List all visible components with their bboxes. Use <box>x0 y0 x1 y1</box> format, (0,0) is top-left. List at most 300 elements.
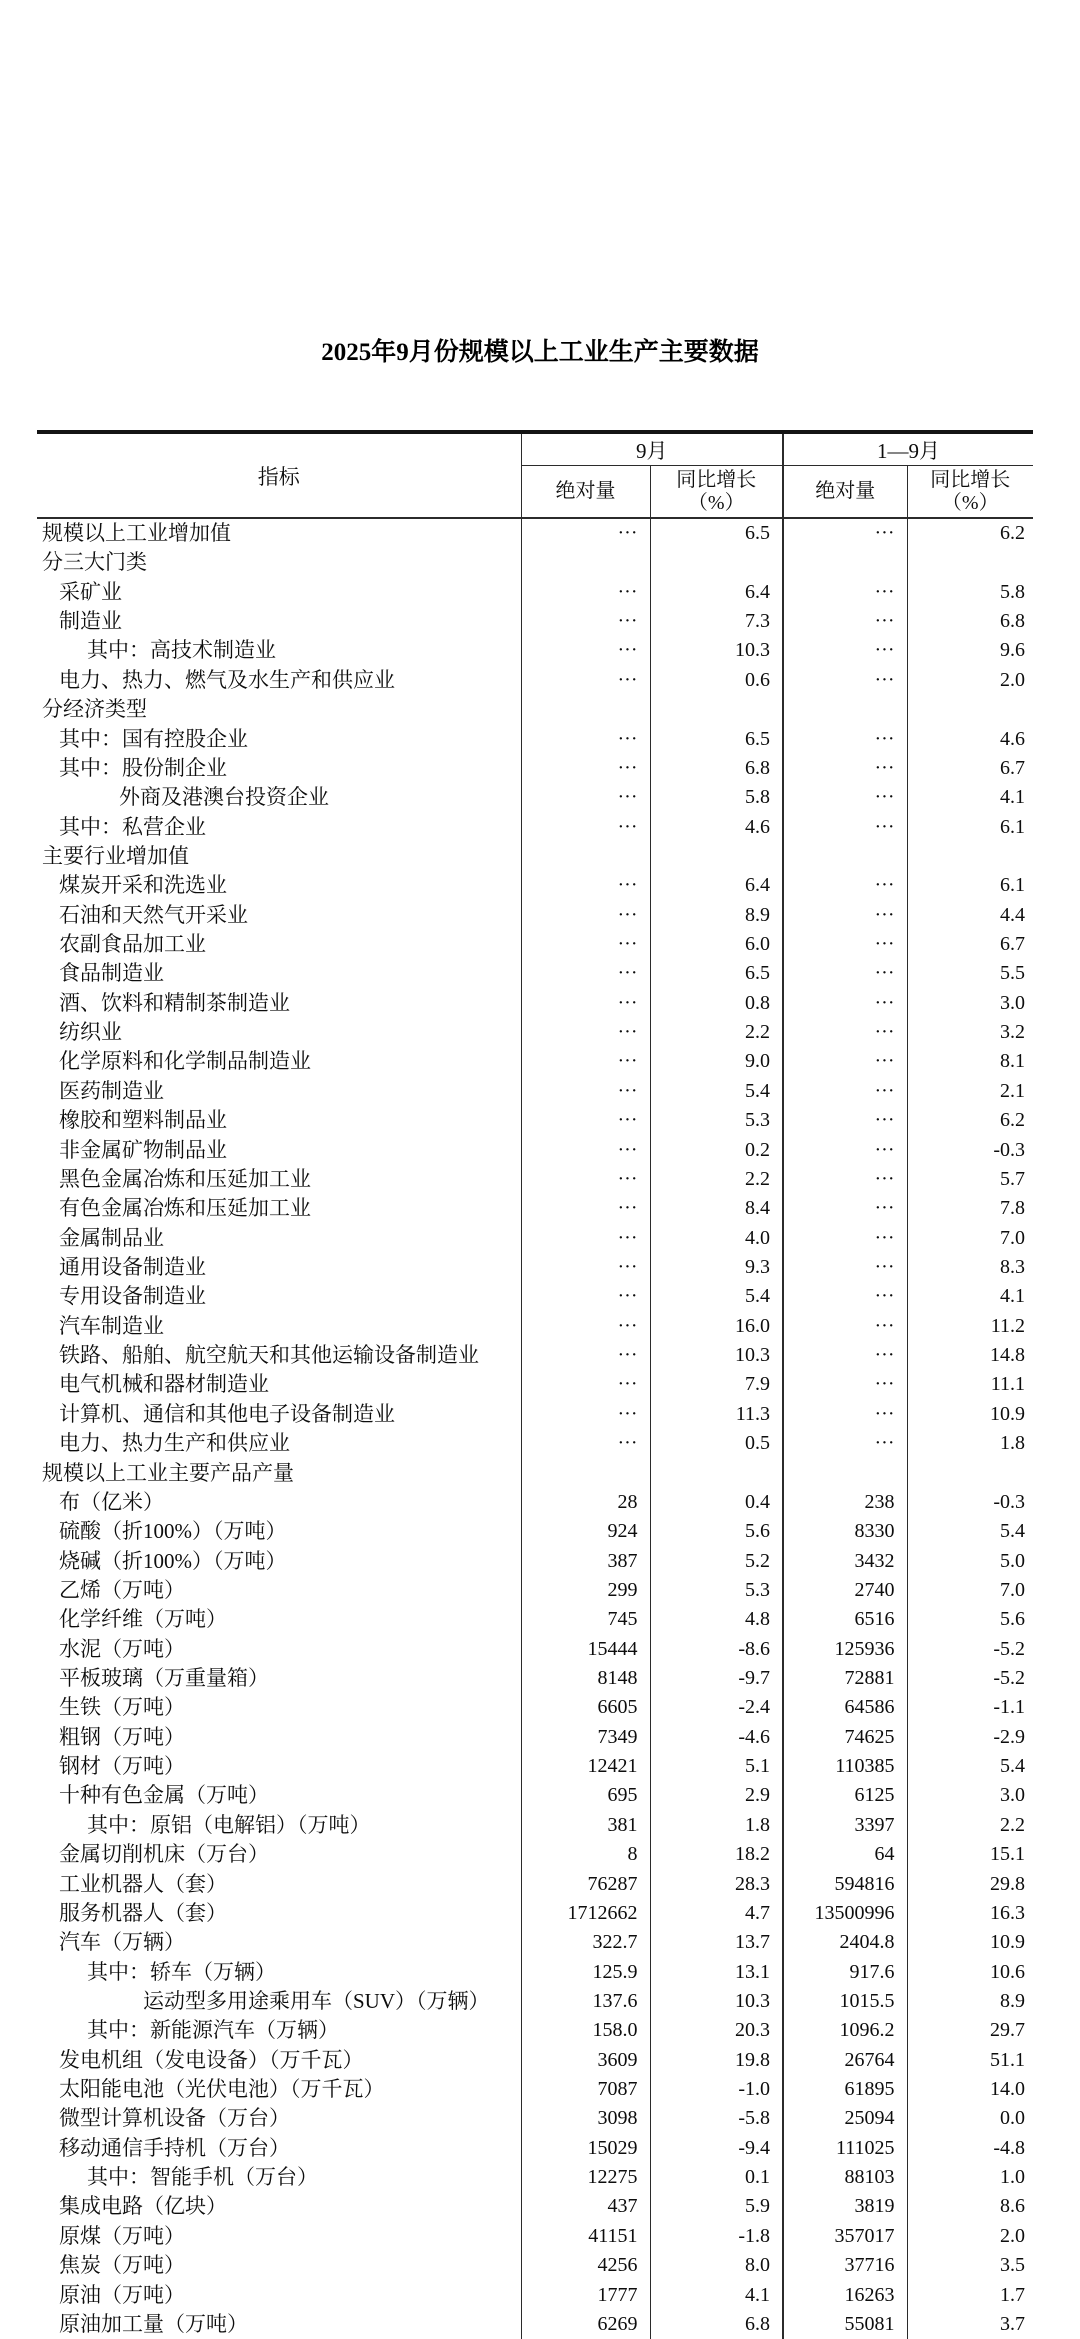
ytd-absolute-cell: ··· <box>783 1224 907 1253</box>
table-row <box>37 1870 1033 1899</box>
month-yoy-cell: 5.3 <box>650 1576 783 1605</box>
month-yoy-cell: 1.8 <box>650 1811 783 1840</box>
month-yoy-cell <box>650 1459 783 1488</box>
month-absolute-cell: 7087 <box>521 2075 650 2104</box>
month-yoy-cell: 7.9 <box>650 1370 783 1399</box>
ytd-yoy-cell: 15.1 <box>990 1843 1025 1866</box>
month-absolute-cell: 1712662 <box>521 1899 650 1928</box>
ytd-yoy-cell: 2.2 <box>1000 1813 1025 1836</box>
month-yoy-cell: 19.8 <box>650 2046 783 2075</box>
table-row <box>37 1370 1033 1399</box>
table-row <box>37 1253 1033 1282</box>
ytd-absolute-cell: ··· <box>783 666 907 695</box>
month-yoy-cell: 9.3 <box>650 1253 783 1282</box>
header-month-group: 9月 <box>521 432 783 466</box>
ytd-yoy-cell <box>907 1459 1033 1488</box>
month-absolute-cell: 437 <box>521 2192 650 2221</box>
ytd-yoy-cell: -5.2 <box>993 1667 1025 1690</box>
month-absolute-cell: ··· <box>521 1047 650 1076</box>
month-absolute-cell: 12421 <box>521 1752 650 1781</box>
month-absolute-cell: ··· <box>521 1429 650 1458</box>
table-row <box>37 1429 1033 1458</box>
ytd-absolute-cell: 125936 <box>783 1635 907 1664</box>
indicator-cell: 原油加工量（万吨） <box>37 2310 521 2339</box>
table-row <box>37 1047 1033 1076</box>
ytd-absolute-cell: 72881 <box>783 1664 907 1693</box>
month-yoy-cell: 6.0 <box>650 930 783 959</box>
month-absolute-cell: 924 <box>521 1517 650 1546</box>
month-yoy-cell: -1.8 <box>650 2222 783 2251</box>
table-row <box>37 1928 1033 1957</box>
ytd-yoy-cell: 4.6 <box>1000 727 1025 750</box>
ytd-yoy-cell: 2.0 <box>1000 668 1025 691</box>
indicator-cell: 食品制造业 <box>37 959 521 988</box>
indicator-cell: 制造业 <box>37 607 521 636</box>
month-yoy-cell: 6.4 <box>650 578 783 607</box>
ytd-absolute-cell: 6125 <box>783 1781 907 1810</box>
month-absolute-cell: ··· <box>521 1282 650 1311</box>
ytd-yoy-cell: 4.4 <box>1000 903 1025 926</box>
ytd-absolute-cell: ··· <box>783 959 907 988</box>
month-absolute-cell: ··· <box>521 1312 650 1341</box>
month-absolute-cell: ··· <box>521 813 650 842</box>
header-ytd-yoy-line2: （%） <box>941 491 999 514</box>
indicator-cell: 铁路、船舶、航空航天和其他运输设备制造业 <box>37 1341 521 1370</box>
ytd-yoy-cell: 8.3 <box>1000 1255 1025 1278</box>
indicator-cell: 计算机、通信和其他电子设备制造业 <box>37 1400 521 1429</box>
table-row <box>37 1547 1033 1576</box>
table-row <box>37 2016 1033 2045</box>
ytd-absolute-cell: ··· <box>783 1194 907 1223</box>
header-month-yoy-line1: 同比增长 <box>676 468 757 491</box>
ytd-yoy-cell: -0.3 <box>993 1138 1025 1161</box>
table-row <box>37 1488 1033 1517</box>
ytd-yoy-cell: 7.8 <box>1000 1197 1025 1220</box>
indicator-cell: 橡胶和塑料制品业 <box>37 1106 521 1135</box>
ytd-yoy-cell: 6.2 <box>1000 1109 1025 1132</box>
table-row <box>37 2281 1033 2310</box>
month-yoy-cell: 11.3 <box>650 1400 783 1429</box>
page-title: 2025年9月份规模以上工业生产主要数据 <box>321 339 759 366</box>
ytd-absolute-cell: 13500996 <box>783 1899 907 1928</box>
month-absolute-cell: ··· <box>521 1400 650 1429</box>
ytd-absolute-cell: ··· <box>783 1370 907 1399</box>
ytd-absolute-cell: 64586 <box>783 1693 907 1722</box>
ytd-yoy-cell: 8.9 <box>1000 1989 1025 2012</box>
table-row <box>37 725 1033 754</box>
table-row <box>37 871 1033 900</box>
month-absolute-cell: ··· <box>521 518 650 548</box>
ytd-absolute-cell: 2740 <box>783 1576 907 1605</box>
table-row <box>37 1664 1033 1693</box>
table-row <box>37 842 1033 871</box>
ytd-yoy-cell: 5.7 <box>1000 1167 1025 1190</box>
ytd-absolute-cell: 594816 <box>783 1870 907 1899</box>
month-absolute-cell: ··· <box>521 1165 650 1194</box>
ytd-absolute-cell: ··· <box>783 607 907 636</box>
month-yoy-cell: 6.8 <box>650 2310 783 2339</box>
ytd-absolute-cell: ··· <box>783 930 907 959</box>
month-absolute-cell: ··· <box>521 1194 650 1223</box>
month-absolute-cell: 695 <box>521 1781 650 1810</box>
month-absolute-cell: ··· <box>521 1370 650 1399</box>
month-absolute-cell: 137.6 <box>521 1987 650 2016</box>
ytd-absolute-cell: 3432 <box>783 1547 907 1576</box>
indicator-cell: 纺织业 <box>37 1018 521 1047</box>
indicator-cell: 移动通信手持机（万台） <box>37 2134 521 2163</box>
table-row <box>37 1987 1033 2016</box>
month-absolute-cell: 3098 <box>521 2104 650 2133</box>
month-yoy-cell: -1.0 <box>650 2075 783 2104</box>
table-row <box>37 1400 1033 1429</box>
ytd-absolute-cell: 1096.2 <box>783 2016 907 2045</box>
month-yoy-cell: 5.1 <box>650 1752 783 1781</box>
month-yoy-cell: 6.8 <box>650 754 783 783</box>
month-yoy-cell: -9.4 <box>650 2134 783 2163</box>
table-row <box>37 1459 1033 1488</box>
month-yoy-cell: 2.2 <box>650 1018 783 1047</box>
ytd-absolute-cell: 2404.8 <box>783 1928 907 1957</box>
indicator-cell: 其中：轿车（万辆） <box>37 1958 521 1987</box>
header-month-yoy-line2: （%） <box>687 491 745 514</box>
ytd-absolute-cell: ··· <box>783 518 907 548</box>
month-absolute-cell: 8 <box>521 1840 650 1869</box>
ytd-absolute-cell: ··· <box>783 1429 907 1458</box>
month-yoy-cell: 5.9 <box>650 2192 783 2221</box>
month-absolute-cell: ··· <box>521 1077 650 1106</box>
ytd-yoy-cell: 3.0 <box>1000 991 1025 1014</box>
indicator-cell: 汽车制造业 <box>37 1312 521 1341</box>
indicator-cell: 其中：高技术制造业 <box>37 636 521 665</box>
month-yoy-cell: 0.8 <box>650 989 783 1018</box>
month-absolute-cell: ··· <box>521 1253 650 1282</box>
ytd-absolute-cell: 25094 <box>783 2104 907 2133</box>
month-absolute-cell: ··· <box>521 578 650 607</box>
table-row <box>37 636 1033 665</box>
indicator-cell: 布（亿米） <box>37 1488 521 1517</box>
month-absolute-cell: 4256 <box>521 2251 650 2280</box>
table-row <box>37 1517 1033 1546</box>
ytd-absolute-cell: 64 <box>783 1840 907 1869</box>
month-yoy-cell: 0.2 <box>650 1136 783 1165</box>
indicator-cell: 金属制品业 <box>37 1224 521 1253</box>
table-row <box>37 1723 1033 1752</box>
ytd-absolute-cell: 55081 <box>783 2310 907 2339</box>
ytd-absolute-cell: ··· <box>783 901 907 930</box>
indicator-cell: 水泥（万吨） <box>37 1635 521 1664</box>
month-yoy-cell: 0.4 <box>650 1488 783 1517</box>
month-yoy-cell: 2.2 <box>650 1165 783 1194</box>
ytd-yoy-cell: -5.2 <box>993 1637 1025 1660</box>
indicator-cell: 采矿业 <box>37 578 521 607</box>
indicator-cell: 其中：国有控股企业 <box>37 725 521 754</box>
indicator-cell: 汽车（万辆） <box>37 1928 521 1957</box>
table-body <box>37 518 1033 2339</box>
ytd-yoy-cell: 16.3 <box>990 1901 1025 1924</box>
ytd-yoy-cell: 6.8 <box>1000 610 1025 633</box>
indicator-cell: 医药制造业 <box>37 1077 521 1106</box>
table-row <box>37 1312 1033 1341</box>
ytd-yoy-cell <box>907 695 1033 724</box>
month-yoy-cell: 0.1 <box>650 2163 783 2192</box>
month-absolute-cell: 1777 <box>521 2281 650 2310</box>
ytd-yoy-cell: 7.0 <box>1000 1578 1025 1601</box>
month-yoy-cell: 4.8 <box>650 1605 783 1634</box>
ytd-absolute-cell: 3397 <box>783 1811 907 1840</box>
month-yoy-cell: 5.2 <box>650 1547 783 1576</box>
ytd-absolute-cell: ··· <box>783 1136 907 1165</box>
statistics-table <box>37 430 1033 2339</box>
month-yoy-cell: 4.6 <box>650 813 783 842</box>
month-absolute-cell: ··· <box>521 666 650 695</box>
ytd-yoy-cell: 4.1 <box>1000 1285 1025 1308</box>
indicator-cell: 乙烯（万吨） <box>37 1576 521 1605</box>
month-yoy-cell: 5.6 <box>650 1517 783 1546</box>
table-row <box>37 1752 1033 1781</box>
ytd-absolute-cell: 16263 <box>783 2281 907 2310</box>
indicator-cell: 硫酸（折100%）（万吨） <box>37 1517 521 1546</box>
indicator-cell: 石油和天然气开采业 <box>37 901 521 930</box>
ytd-yoy-cell: -2.9 <box>993 1725 1025 1748</box>
ytd-absolute-cell: 88103 <box>783 2163 907 2192</box>
table-row <box>37 1635 1033 1664</box>
indicator-cell: 工业机器人（套） <box>37 1870 521 1899</box>
month-yoy-cell: 7.3 <box>650 607 783 636</box>
month-yoy-cell: 4.0 <box>650 1224 783 1253</box>
table-row <box>37 1224 1033 1253</box>
table-row <box>37 695 1033 724</box>
ytd-yoy-cell: 1.8 <box>1000 1432 1025 1455</box>
header-month-absolute: 绝对量 <box>521 466 650 519</box>
ytd-absolute-cell: 3819 <box>783 2192 907 2221</box>
ytd-absolute-cell: ··· <box>783 754 907 783</box>
month-yoy-cell: 18.2 <box>650 1840 783 1869</box>
indicator-cell: 其中：智能手机（万台） <box>37 2163 521 2192</box>
month-yoy-cell: 16.0 <box>650 1312 783 1341</box>
month-yoy-cell: 6.5 <box>650 959 783 988</box>
month-yoy-cell: 8.9 <box>650 901 783 930</box>
ytd-yoy-cell: 7.0 <box>1000 1226 1025 1249</box>
ytd-yoy-cell: 10.6 <box>990 1960 1025 1983</box>
indicator-cell: 分三大门类 <box>37 548 521 577</box>
table-row <box>37 1282 1033 1311</box>
table-row <box>37 1899 1033 1928</box>
table-row <box>37 1194 1033 1223</box>
ytd-yoy-cell: 29.8 <box>990 1872 1025 1895</box>
month-yoy-cell: 5.8 <box>650 783 783 812</box>
ytd-absolute-cell: ··· <box>783 1047 907 1076</box>
table-row <box>37 1958 1033 1987</box>
ytd-yoy-cell: 0.0 <box>1000 2107 1025 2130</box>
ytd-absolute-cell: 61895 <box>783 2075 907 2104</box>
indicator-cell: 主要行业增加值 <box>37 842 521 871</box>
month-absolute-cell: 12275 <box>521 2163 650 2192</box>
month-absolute-cell: ··· <box>521 607 650 636</box>
indicator-cell: 微型计算机设备（万台） <box>37 2104 521 2133</box>
ytd-yoy-cell: 1.7 <box>1000 2283 1025 2306</box>
month-yoy-cell: -8.6 <box>650 1635 783 1664</box>
indicator-cell: 酒、饮料和精制茶制造业 <box>37 989 521 1018</box>
month-yoy-cell: -2.4 <box>650 1693 783 1722</box>
month-yoy-cell <box>650 695 783 724</box>
indicator-cell: 其中：原铝（电解铝）（万吨） <box>37 1811 521 1840</box>
indicator-cell: 生铁（万吨） <box>37 1693 521 1722</box>
indicator-cell: 其中：私营企业 <box>37 813 521 842</box>
table-row <box>37 578 1033 607</box>
indicator-cell: 分经济类型 <box>37 695 521 724</box>
header-month-yoy <box>650 466 783 519</box>
table-row <box>37 2104 1033 2133</box>
ytd-yoy-cell: 29.7 <box>990 2019 1025 2042</box>
ytd-absolute-cell: 1015.5 <box>783 1987 907 2016</box>
month-absolute-cell: ··· <box>521 959 650 988</box>
table-row <box>37 783 1033 812</box>
month-yoy-cell: 9.0 <box>650 1047 783 1076</box>
ytd-absolute-cell: ··· <box>783 1165 907 1194</box>
ytd-yoy-cell: 5.4 <box>1000 1520 1025 1543</box>
month-absolute-cell: ··· <box>521 754 650 783</box>
header-ytd-group: 1—9月 <box>783 432 1033 466</box>
ytd-absolute-cell: ··· <box>783 1077 907 1106</box>
header-ytd-yoy <box>907 466 1033 519</box>
month-yoy-cell: 6.5 <box>650 725 783 754</box>
month-yoy-cell: 28.3 <box>650 1870 783 1899</box>
month-yoy-cell <box>650 548 783 577</box>
ytd-absolute-cell: ··· <box>783 871 907 900</box>
month-yoy-cell: 20.3 <box>650 2016 783 2045</box>
month-absolute-cell: ··· <box>521 1136 650 1165</box>
month-absolute-cell: ··· <box>521 871 650 900</box>
month-absolute-cell: 158.0 <box>521 2016 650 2045</box>
indicator-cell: 外商及港澳台投资企业 <box>37 783 521 812</box>
indicator-cell: 专用设备制造业 <box>37 1282 521 1311</box>
ytd-yoy-cell: 10.9 <box>990 1402 1025 1425</box>
month-yoy-cell: 0.5 <box>650 1429 783 1458</box>
ytd-yoy-cell: 3.7 <box>1000 2312 1025 2335</box>
month-absolute-cell: ··· <box>521 1018 650 1047</box>
month-absolute-cell: 15444 <box>521 1635 650 1664</box>
ytd-yoy-cell: 11.1 <box>990 1373 1025 1396</box>
ytd-absolute-cell <box>783 695 907 724</box>
ytd-yoy-cell: 5.8 <box>1000 580 1025 603</box>
indicator-cell: 粗钢（万吨） <box>37 1723 521 1752</box>
ytd-yoy-cell: -4.8 <box>993 2136 1025 2159</box>
ytd-absolute-cell: 8330 <box>783 1517 907 1546</box>
table-row <box>37 1840 1033 1869</box>
month-yoy-cell: 5.3 <box>650 1106 783 1135</box>
table-row <box>37 1605 1033 1634</box>
ytd-absolute-cell: ··· <box>783 1018 907 1047</box>
table-row <box>37 2046 1033 2075</box>
table-row <box>37 2075 1033 2104</box>
table-row <box>37 666 1033 695</box>
month-absolute-cell: ··· <box>521 1106 650 1135</box>
indicator-cell: 煤炭开采和洗选业 <box>37 871 521 900</box>
table-row <box>37 2192 1033 2221</box>
ytd-yoy-cell: 5.0 <box>1000 1549 1025 1572</box>
month-absolute-cell: 6269 <box>521 2310 650 2339</box>
ytd-absolute-cell: ··· <box>783 578 907 607</box>
ytd-yoy-cell: 6.1 <box>1000 815 1025 838</box>
table-row <box>37 1106 1033 1135</box>
month-absolute-cell: 7349 <box>521 1723 650 1752</box>
ytd-absolute-cell: 111025 <box>783 2134 907 2163</box>
month-yoy-cell: -4.6 <box>650 1723 783 1752</box>
ytd-absolute-cell: 6516 <box>783 1605 907 1634</box>
month-yoy-cell: 5.4 <box>650 1282 783 1311</box>
month-absolute-cell: ··· <box>521 930 650 959</box>
indicator-cell: 规模以上工业增加值 <box>37 518 521 548</box>
indicator-cell: 化学纤维（万吨） <box>37 1605 521 1634</box>
indicator-cell: 钢材（万吨） <box>37 1752 521 1781</box>
ytd-absolute-cell: 238 <box>783 1488 907 1517</box>
ytd-absolute-cell: 37716 <box>783 2251 907 2280</box>
month-absolute-cell: 6605 <box>521 1693 650 1722</box>
indicator-cell: 发电机组（发电设备）（万千瓦） <box>37 2046 521 2075</box>
ytd-yoy-cell: 14.0 <box>990 2078 1025 2101</box>
ytd-yoy-cell <box>907 548 1033 577</box>
ytd-yoy-cell: 2.0 <box>1000 2224 1025 2247</box>
month-yoy-cell: 4.1 <box>650 2281 783 2310</box>
month-yoy-cell: 5.4 <box>650 1077 783 1106</box>
indicator-cell: 电气机械和器材制造业 <box>37 1370 521 1399</box>
ytd-absolute-cell: ··· <box>783 725 907 754</box>
month-yoy-cell: 8.4 <box>650 1194 783 1223</box>
ytd-yoy-cell: 3.0 <box>1000 1784 1025 1807</box>
ytd-yoy-cell: 51.1 <box>990 2048 1025 2071</box>
indicator-cell: 非金属矿物制品业 <box>37 1136 521 1165</box>
indicator-cell: 农副食品加工业 <box>37 930 521 959</box>
indicator-cell: 规模以上工业主要产品产量 <box>37 1459 521 1488</box>
ytd-absolute-cell: ··· <box>783 1312 907 1341</box>
ytd-absolute-cell: ··· <box>783 1253 907 1282</box>
indicator-cell: 通用设备制造业 <box>37 1253 521 1282</box>
month-absolute-cell: 387 <box>521 1547 650 1576</box>
table-row <box>37 1781 1033 1810</box>
indicator-cell: 电力、热力生产和供应业 <box>37 1429 521 1458</box>
ytd-yoy-cell: 2.1 <box>1000 1079 1025 1102</box>
indicator-cell: 其中：股份制企业 <box>37 754 521 783</box>
ytd-absolute-cell: ··· <box>783 813 907 842</box>
month-yoy-cell: -5.8 <box>650 2104 783 2133</box>
month-yoy-cell <box>650 842 783 871</box>
month-absolute-cell: ··· <box>521 1341 650 1370</box>
indicator-cell: 金属切削机床（万台） <box>37 1840 521 1869</box>
month-absolute-cell: 3609 <box>521 2046 650 2075</box>
month-yoy-cell: -9.7 <box>650 1664 783 1693</box>
ytd-absolute-cell: 74625 <box>783 1723 907 1752</box>
month-yoy-cell: 2.9 <box>650 1781 783 1810</box>
indicator-cell: 其中：新能源汽车（万辆） <box>37 2016 521 2045</box>
indicator-cell: 焦炭（万吨） <box>37 2251 521 2280</box>
indicator-cell: 服务机器人（套） <box>37 1899 521 1928</box>
month-absolute-cell: 299 <box>521 1576 650 1605</box>
indicator-cell: 电力、热力、燃气及水生产和供应业 <box>37 666 521 695</box>
month-absolute-cell: ··· <box>521 725 650 754</box>
month-yoy-cell: 13.7 <box>650 1928 783 1957</box>
month-absolute-cell: 322.7 <box>521 1928 650 1957</box>
month-absolute-cell: 15029 <box>521 2134 650 2163</box>
ytd-absolute-cell: ··· <box>783 636 907 665</box>
table-row <box>37 518 1033 548</box>
month-yoy-cell: 6.5 <box>650 518 783 548</box>
ytd-yoy-cell: 11.2 <box>990 1314 1025 1337</box>
ytd-yoy-cell: 4.1 <box>1000 786 1025 809</box>
header-indicator: 指标 <box>37 432 521 518</box>
month-absolute-cell: 125.9 <box>521 1958 650 1987</box>
ytd-yoy-cell: 1.0 <box>1000 2166 1025 2189</box>
table-row <box>37 607 1033 636</box>
